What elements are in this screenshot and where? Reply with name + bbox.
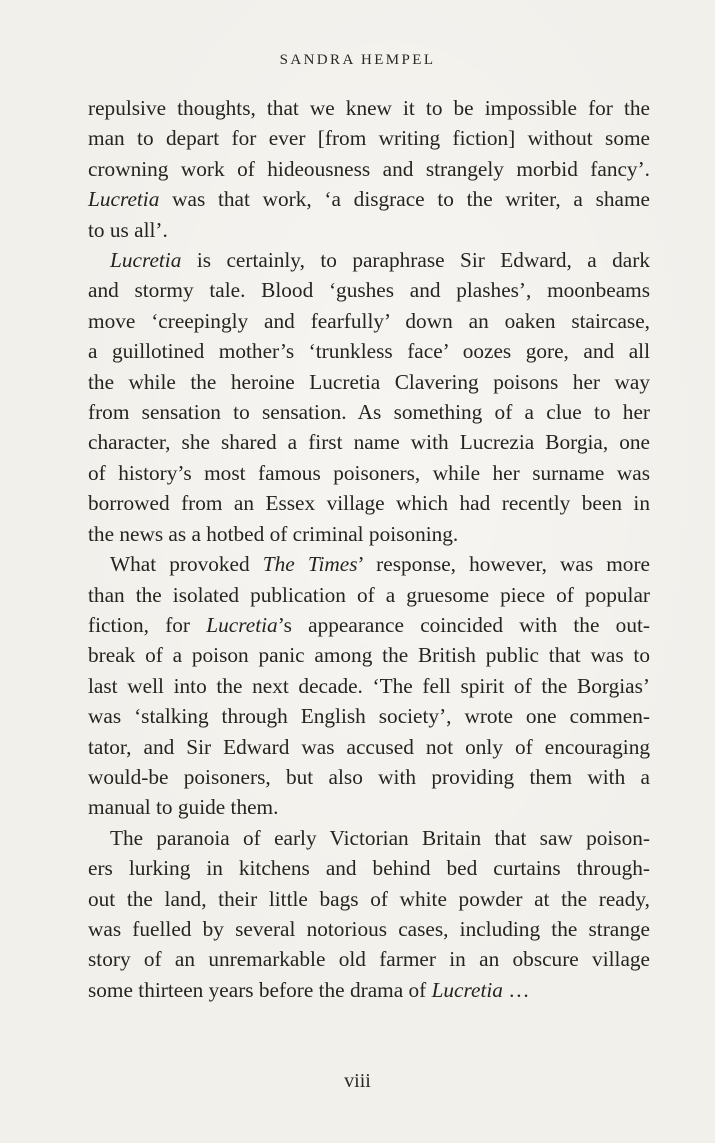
text-line [88,975,650,1005]
italic-title: Lucretia [206,612,278,637]
italic-title: Lucretia [110,248,182,273]
page-number: viii [344,1070,371,1092]
text-line: to us all’. [88,217,168,242]
text-line: man to depart for ever [from writing fiction] without some [88,126,650,151]
text-line: out the land, their little bags of white powder at the ready, [88,886,650,911]
italic-title: Lucretia [88,187,160,212]
text-line: borrowed from an Essex village which had recently been in [88,491,650,516]
text-line [88,610,650,640]
text-line: tator, and Sir Edward was accused not only of encouraging [88,734,650,759]
text-segment: ’s appearance coincided with the out- [277,612,650,637]
text-segment: was that work, ‘a disgrace to the writer, a shame [159,187,650,212]
body-text [88,93,650,1005]
text-line: manual to guide them. [88,795,279,820]
text-segment: some thirteen years before the drama of [88,977,432,1002]
text-line: was ‘stalking through English society’, wrote one commen- [88,704,650,729]
text-line: would-be poisoners, but also with providing them with a [88,764,650,789]
text-line: character, she shared a first name with Lucrezia Borgia, one [88,430,650,455]
text-line [88,184,650,214]
text-line: story of an unremarkable old farmer in an obscure village [88,947,650,972]
italic-title: The Times [262,552,358,577]
paragraph [88,823,650,1005]
text-line: of history’s most famous poisoners, while her surname was [88,460,650,485]
paragraph [88,245,650,549]
text-line: the while the heroine Lucretia Clavering poisons her way [88,369,650,394]
text-line [88,245,650,275]
text-segment: What provoked [110,552,263,577]
running-head: SANDRA HEMPEL [279,52,436,68]
text-line: from sensation to sensation. As something of a clue to her [88,400,650,425]
text-line: crowning work of hideousness and strangely morbid fancy’. [88,156,650,181]
italic-title: Lucretia [431,977,503,1002]
text-line [88,549,650,579]
paragraph [88,549,650,823]
text-segment: … [502,977,530,1002]
paragraph [88,93,650,245]
text-line: break of a poison panic among the British public that was to [88,643,650,668]
text-line: a guillotined mother’s ‘trunkless face’ oozes gore, and all [88,339,650,364]
text-line: move ‘creepingly and fearfully’ down an oaken staircase, [88,308,650,333]
text-line: repulsive thoughts, that we knew it to be impossible for the [88,96,650,120]
text-segment: is certainly, to paraphrase Sir Edward, a dark [181,248,650,273]
text-line: was fuelled by several notorious cases, including the strange [88,916,650,941]
text-line: the news as a hotbed of criminal poisoning. [88,521,459,546]
text-line: than the isolated publication of a gruesome piece of popular [88,582,650,607]
text-line: and stormy tale. Blood ‘gushes and plashes’, moonbeams [88,278,650,303]
text-segment: ’ response, however, was more [357,552,651,577]
text-segment: fiction, for [88,612,207,637]
text-line: last well into the next decade. ‘The fell spirit of the Borgias’ [88,673,650,698]
text-line: The paranoia of early Victorian Britain that saw poison- [110,825,650,850]
text-line: ers lurking in kitchens and behind bed curtains through- [88,856,650,881]
